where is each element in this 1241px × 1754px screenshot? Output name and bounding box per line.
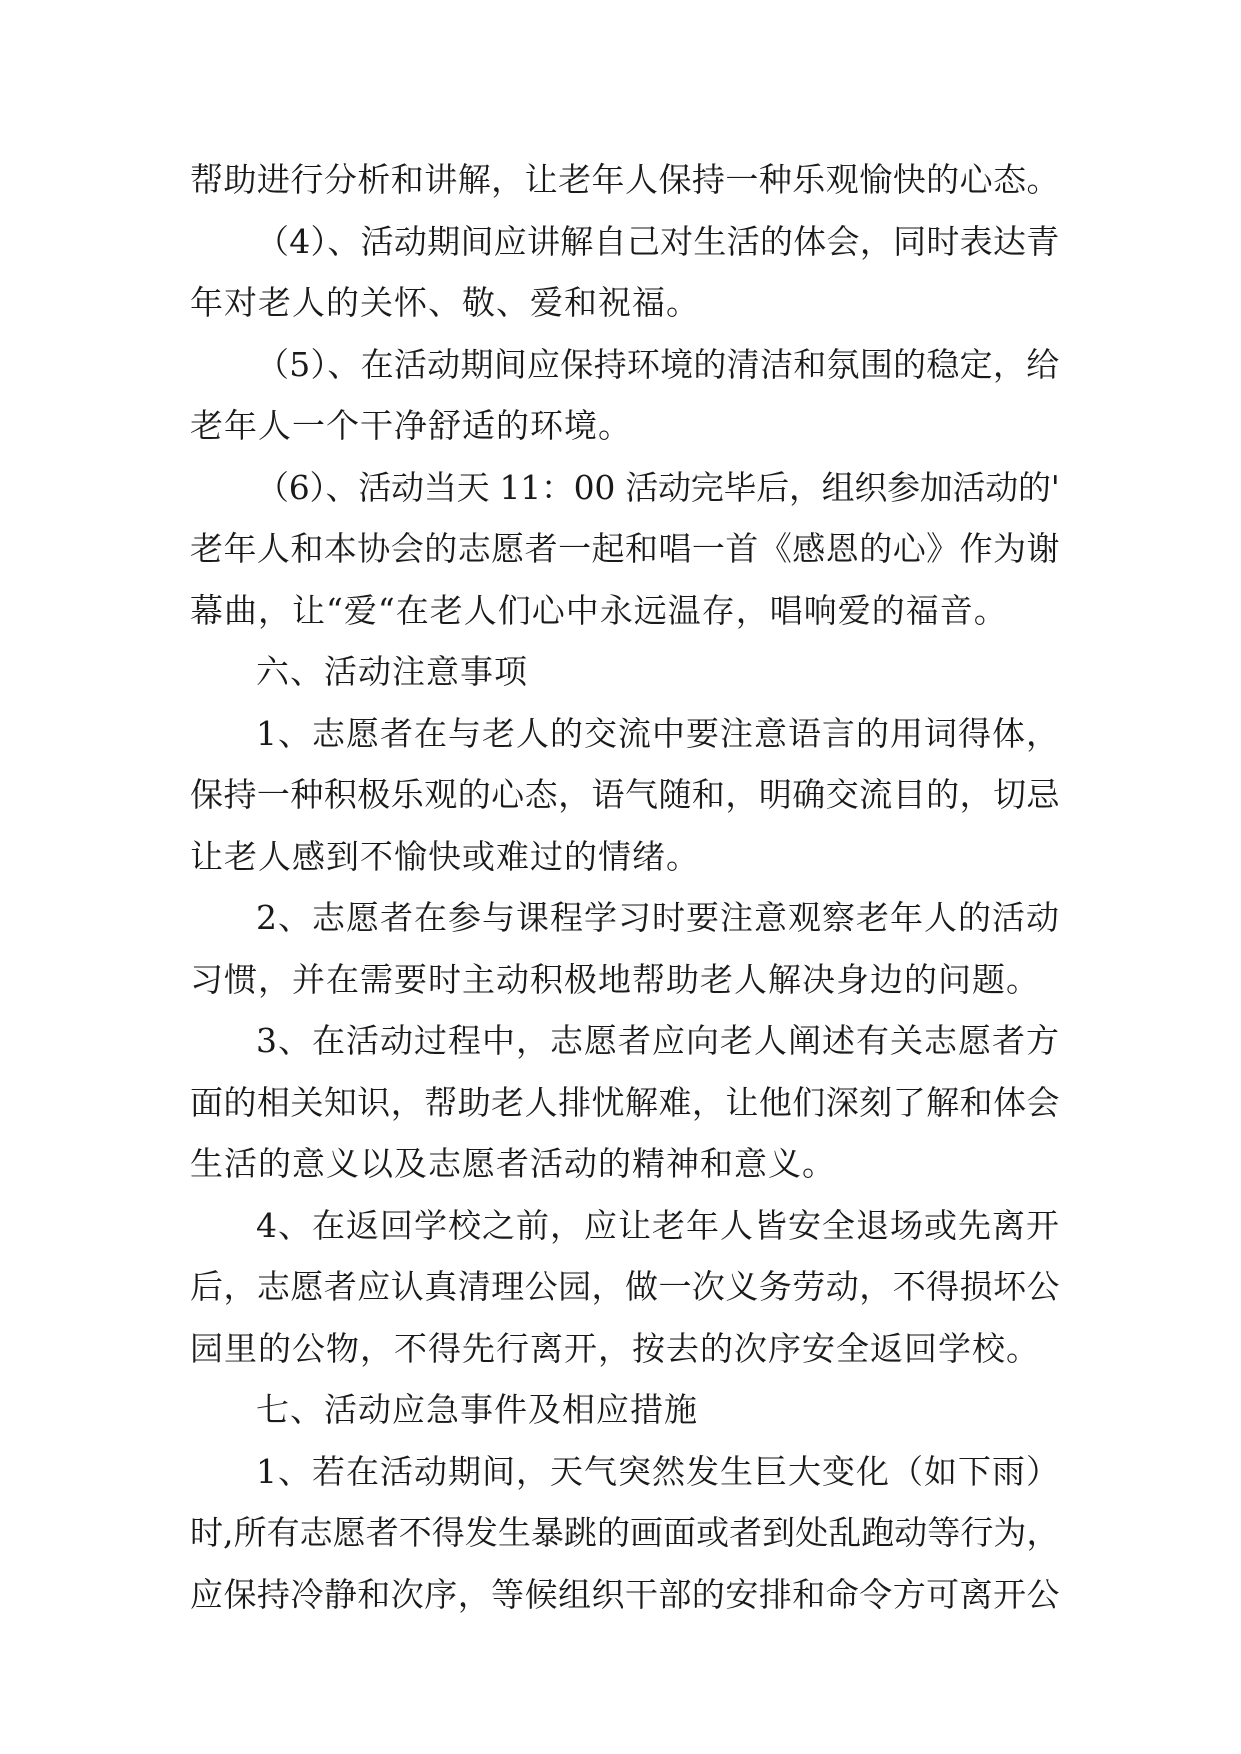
text-line: 让老人感到不愉快或难过的情绪。 bbox=[190, 836, 700, 876]
text-line: 3、在活动过程中，志愿者应向老人阐述有关志愿者方 bbox=[256, 1021, 1060, 1060]
text-line: （5）、在活动期间应保持环境的清洁和氛围的稳定，给 bbox=[256, 344, 1060, 384]
section-heading: 六、活动注意事项 bbox=[256, 652, 528, 691]
text-line: 保持一种积极乐观的心态，语气随和，明确交流目的，切忌 bbox=[190, 775, 1060, 814]
text-line: 应保持冷静和次序，等候组织干部的安排和命令方可离开公 bbox=[190, 1574, 1060, 1614]
text-line: 1、志愿者在与老人的交流中要注意语言的用词得体， bbox=[256, 713, 1060, 753]
text-line: 帮助进行分析和讲解，让老年人保持一种乐观愉快的心态。 bbox=[190, 160, 1060, 199]
text-line: 幕曲，让“爱“在老人们心中永远温存，唱响爱的福音。 bbox=[190, 590, 1008, 630]
text-line: 时,所有志愿者不得发生暴跳的画面或者到处乱跑动等行为， bbox=[190, 1513, 1060, 1552]
text-line: （4）、活动期间应讲解自己对生活的体会，同时表达青 bbox=[256, 221, 1060, 261]
text-line: 园里的公物，不得先行离开，按去的次序安全返回学校。 bbox=[190, 1328, 1040, 1368]
text-line: 后，志愿者应认真清理公园，做一次义务劳动，不得损坏公 bbox=[190, 1267, 1060, 1306]
text-line: 1、若在活动期间，天气突然发生巨大变化（如下雨） bbox=[256, 1451, 1060, 1491]
text-line: 面的相关知识，帮助老人排忧解难，让他们深刻了解和体会 bbox=[190, 1082, 1060, 1122]
text-line: （6）、活动当天 11：00 活动完毕后，组织参加活动的' bbox=[256, 467, 1060, 507]
text-line: 4、在返回学校之前，应让老年人皆安全退场或先离开 bbox=[256, 1205, 1060, 1245]
text-line: 2、志愿者在参与课程学习时要注意观察老年人的活动 bbox=[256, 898, 1060, 937]
section-heading: 七、活动应急事件及相应措施 bbox=[256, 1390, 698, 1429]
text-line: 老年人和本协会的志愿者一起和唱一首《感恩的心》作为谢 bbox=[190, 529, 1060, 568]
text-line: 老年人一个干净舒适的环境。 bbox=[190, 406, 632, 445]
document-body bbox=[190, 160, 1060, 1636]
text-line: 习惯，并在需要时主动积极地帮助老人解决身边的问题。 bbox=[190, 959, 1040, 999]
text-line: 生活的意义以及志愿者活动的精神和意义。 bbox=[190, 1144, 836, 1183]
text-line: 年对老人的关怀、敬、爱和祝福。 bbox=[190, 283, 700, 322]
